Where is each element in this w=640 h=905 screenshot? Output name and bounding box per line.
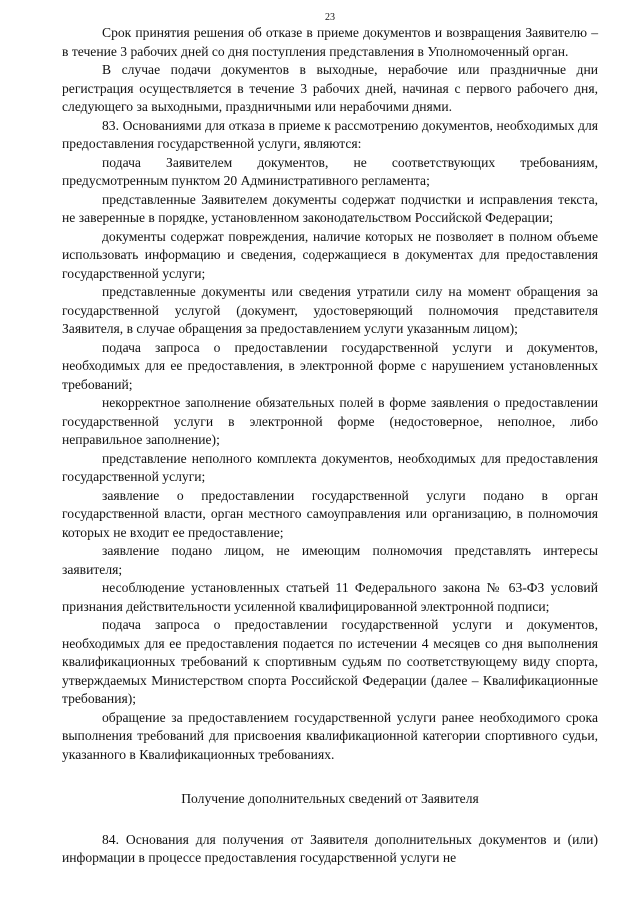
document-body <box>62 24 598 868</box>
paragraph: 83. Основаниями для отказа в приеме к рассмотрению документов, необходимых для предоставления государственной услуги, являются: <box>62 117 598 151</box>
paragraph: подача запроса о предоставлении государственной услуги и документов, необходимых для ее предоставления, в электронной форме с нарушением установленных требований; <box>62 339 598 392</box>
paragraph: заявление подано лицом, не имеющим полномочия представлять интересы заявителя; <box>62 543 598 577</box>
paragraph: Срок принятия решения об отказе в приеме документов и возвращения Заявителю – в течение 3 рабочих дней со дня поступления представления в Уполномоченный орган. <box>62 25 598 59</box>
paragraph: несоблюдение установленных статьей 11 Федерального закона № 63-ФЗ условий признания действительности усиленной квалифицированной электронной подписи; <box>62 580 598 614</box>
section-heading: Получение дополнительных сведений от Заявителя <box>181 791 479 806</box>
page-number: 23 <box>325 12 335 23</box>
paragraph: документы содержат повреждения, наличие которых не позволяет в полном объеме использовать информацию и сведения, содержащиеся в документах для предоставления государственной услуги; <box>62 228 598 281</box>
paragraph: заявление о предоставлении государственной услуги подано в орган государственной власти, орган местного самоуправления или организацию, в полномочия которых не входит ее предоставление; <box>62 487 598 540</box>
paragraph-84: 84. Основания для получения от Заявителя дополнительных документов и (или) информации в процессе предоставления государственной услуги не <box>62 831 598 865</box>
paragraph: подача Заявителем документов, не соответствующих требованиям, предусмотренным пунктом 20 Административного регламента; <box>62 154 598 188</box>
paragraph: некорректное заполнение обязательных полей в форме заявления о предоставлении государственной услуги в электронной форме (недостоверное, неполное, либо неправильное заполнение); <box>62 395 598 447</box>
paragraph: представленные документы или сведения утратили силу на момент обращения за государственной услугой (документ, удостоверяющий полномочия представителя Заявителя, в случае обращения за предоставлением услуги указанным лицом); <box>62 284 598 336</box>
paragraph: В случае подачи документов в выходные, нерабочие или праздничные дни регистрация осуществляется в течение 3 рабочих дней, начиная с первого рабочего дня, следующего за выходными, праздничными или нерабочими днями. <box>62 62 598 114</box>
paragraph: подача запроса о предоставлении государственной услуги и документов, необходимых для ее предоставления подается по истечении 4 месяцев со дня выполнения квалификационных требований к спортивным судьям по соответствующему виду спорта, утверждаемых Министерством спорта Российской Федерации (далее – Квалификационные требования); <box>62 617 598 706</box>
paragraph: представление неполного комплекта документов, необходимых для предоставления государственной услуги; <box>62 450 598 484</box>
paragraph: обращение за предоставлением государственной услуги ранее необходимого срока выполнения требований для присвоения квалификационной категории спортивного судьи, указанного в Квалификационных требованиях. <box>62 709 598 762</box>
paragraph: представленные Заявителем документы содержат подчистки и исправления текста, не заверенные в порядке, установленном законодательством Российской Федерации; <box>62 191 598 225</box>
